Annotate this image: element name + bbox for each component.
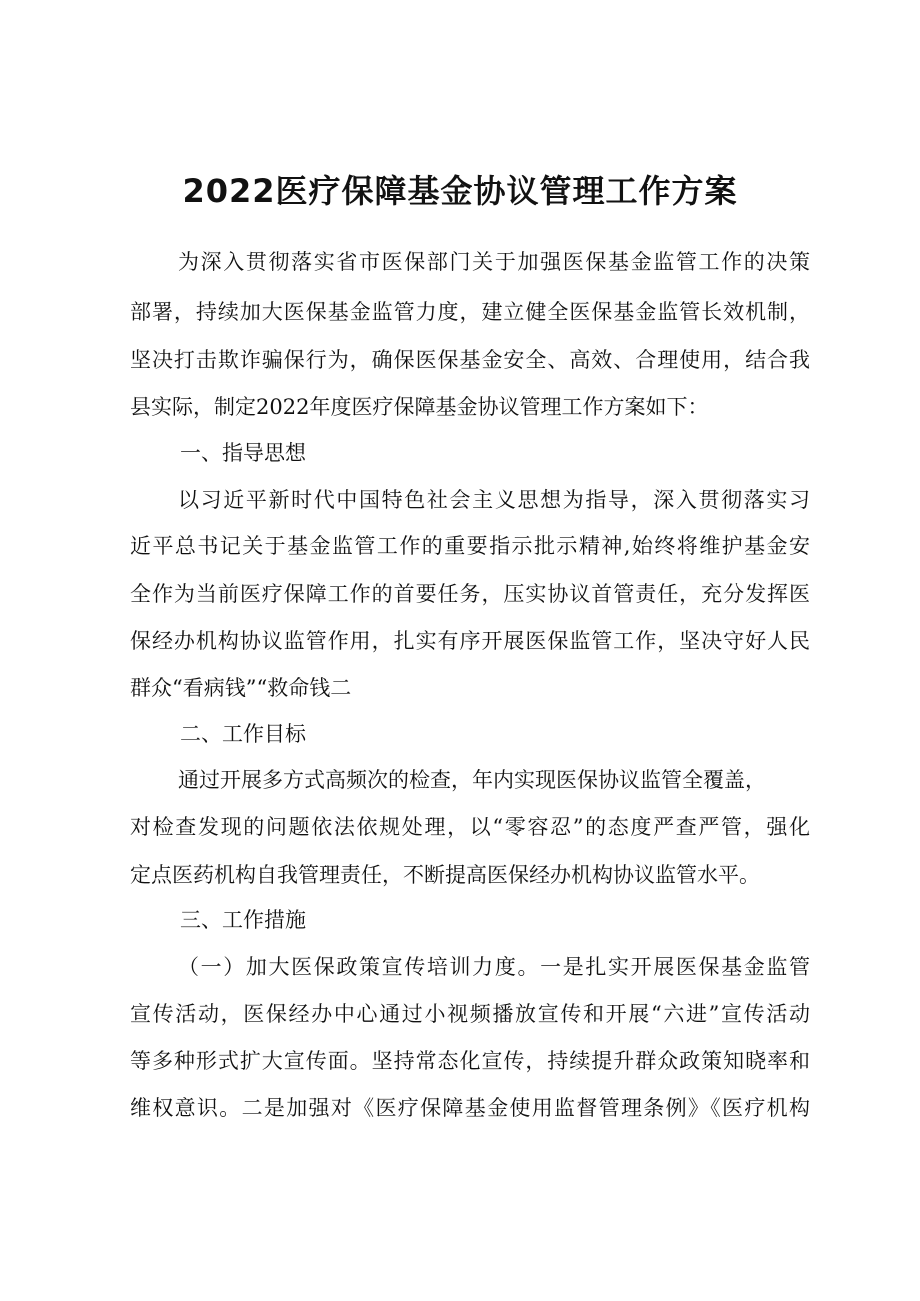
paragraph-line: 维权意识。二是加强对《医疗保障基金使用监督管理条例》《医疗机构 <box>130 1096 810 1120</box>
paragraph-line: 近平总书记关于基金监管工作的重要指示批示精神,始终将维护基金安 <box>130 534 810 558</box>
paragraph-line: 部署，持续加大医保基金监管力度，建立健全医保基金监管长效机制， <box>130 300 810 324</box>
document-title: 2022医疗保障基金协议管理工作方案 <box>182 172 738 210</box>
paragraph-line: 等多种形式扩大宣传面。坚持常态化宣传，持续提升群众政策知晓率和 <box>130 1049 810 1073</box>
section-heading-work-measures: 三、工作措施 <box>180 908 306 932</box>
paragraph-line: 全作为当前医疗保障工作的首要任务，压实协议首管责任，充分发挥医 <box>130 582 810 606</box>
section-heading-work-goals: 二、工作目标 <box>180 722 306 746</box>
paragraph-line: 为深入贯彻落实省市医保部门关于加强医保基金监管工作的决策 <box>178 250 810 274</box>
paragraph-line: 对检查发现的问题依法依规处理，以“零容忍”的态度严查严管，强化 <box>130 815 810 839</box>
paragraph-line: 宣传活动，医保经办中心通过小视频播放宣传和开展“六进”宣传活动 <box>130 1002 810 1026</box>
paragraph-line: 保经办机构协议监管作用，扎实有序开展医保监管工作，坚决守好人民 <box>130 629 810 653</box>
paragraph-line: 以习近平新时代中国特色社会主义思想为指导，深入贯彻落实习 <box>178 488 810 512</box>
section-heading-guiding-thought: 一、指导思想 <box>180 441 306 465</box>
paragraph-line: 定点医药机构自我管理责任，不断提高医保经办机构协议监管水平。 <box>130 863 760 887</box>
paragraph-line: （一）加大医保政策宣传培训力度。一是扎实开展医保基金监管 <box>178 955 810 979</box>
paragraph-line: 坚决打击欺诈骗保行为，确保医保基金安全、高效、合理使用，结合我 <box>130 348 810 372</box>
paragraph-line: 通过开展多方式高频次的检查，年内实现医保协议监管全覆盖， <box>178 768 766 792</box>
paragraph-line: 县实际，制定2022年度医疗保障基金协议管理工作方案如下： <box>130 395 709 419</box>
paragraph-line: 群众“看病钱”“救命钱二 <box>130 676 352 700</box>
